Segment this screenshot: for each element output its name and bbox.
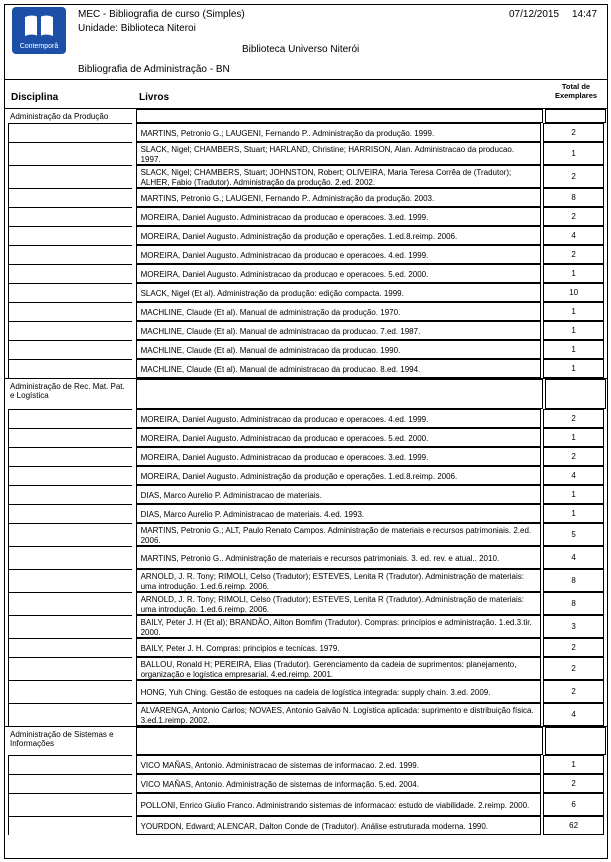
table-row (8, 165, 604, 188)
copies-count: 2 (543, 207, 604, 226)
discipline-cell (8, 165, 132, 188)
table-row (8, 142, 604, 165)
book-reference: MOREIRA, Daniel Augusto. Administração da produção e operações. 1.ed.8.reimp. 2006. (136, 466, 542, 485)
empty-total-cell (545, 727, 606, 755)
discipline-cell (8, 359, 132, 378)
empty-book-cell (136, 109, 543, 123)
column-header-total (545, 82, 607, 100)
discipline-cell (8, 283, 132, 302)
copies-count: 1 (543, 755, 604, 774)
empty-total-cell (545, 379, 606, 409)
copies-count: 2 (543, 409, 604, 428)
book-reference: MARTINS, Petronio G.; LAUGENI, Fernando P.. Administração da produção. 1999. (136, 123, 542, 142)
copies-count: 1 (543, 142, 604, 165)
discipline-cell (8, 485, 132, 504)
logo-text: Contemporâ (19, 43, 59, 50)
unit-label: Unidade: Biblioteca Niteroi (78, 23, 196, 34)
copies-count: 8 (543, 188, 604, 207)
book-reference: MACHLINE, Claude (Et al). Manual de administracao da producao. 7.ed. 1987. (136, 321, 542, 340)
table-row (8, 302, 604, 321)
discipline-row (4, 108, 608, 123)
discipline-name: Administração de Sistemas e Informações (10, 730, 114, 748)
book-reference: BAILY, Peter J. H. Compras: principios e tecnicas. 1979. (136, 638, 542, 657)
discipline-row (4, 378, 608, 409)
column-header-discipline: Disciplina (11, 92, 59, 103)
discipline-cell (8, 226, 132, 245)
table-row (8, 703, 604, 726)
copies-count: 5 (543, 523, 604, 546)
table-row (8, 264, 604, 283)
book-reference: POLLONI, Enrico Giulio Franco. Administrando sistemas de informacao: estudo de viabilidade. 2.reimp. 2000. (136, 793, 542, 816)
book-icon (23, 13, 55, 39)
table-row (8, 793, 604, 816)
discipline-cell (8, 680, 132, 703)
book-reference: YOURDON, Edward; ALENCAR, Dalton Conde de (Tradutor). Análise estruturada moderna. 1990. (136, 816, 542, 835)
discipline-cell (8, 188, 132, 207)
discipline-cell (8, 638, 132, 657)
discipline-cell (8, 207, 132, 226)
discipline-cell (8, 523, 132, 546)
copies-count: 2 (543, 638, 604, 657)
book-reference: MOREIRA, Daniel Augusto. Administracao da producao e operacoes. 4.ed. 1999. (136, 409, 542, 428)
copies-count: 1 (543, 504, 604, 523)
discipline-cell (8, 466, 132, 485)
book-reference: SLACK, Nigel; CHAMBERS, Stuart; HARLAND, Christine; HARRISON, Alan. Administracao da producao. 1997. (136, 142, 542, 165)
table-row (8, 523, 604, 546)
discipline-cell (8, 504, 132, 523)
discipline-cell (8, 123, 132, 142)
discipline-cell (8, 657, 132, 680)
table-row (8, 321, 604, 340)
discipline-name: Administração da Produção (10, 112, 109, 121)
copies-count: 1 (543, 302, 604, 321)
book-reference: MACHLINE, Claude (Et al). Manual de administracao da producao. 8.ed. 1994. (136, 359, 542, 378)
table-row (8, 816, 604, 835)
book-reference: DIAS, Marco Aurelio P. Administracao de materiais. 4.ed. 1993. (136, 504, 542, 523)
table-row (8, 485, 604, 504)
copies-count: 8 (543, 569, 604, 592)
discipline-cell (8, 703, 132, 726)
book-reference: HONG, Yuh Ching. Gestão de estoques na cadeia de logística integrada: supply chain. 3.ed. 2009. (136, 680, 542, 703)
book-reference: SLACK, Nigel; CHAMBERS, Stuart; JOHNSTON, Robert; OLIVEIRA, Maria Teresa Corrêa de (Tradutor); ALHER, Fabio (Tradutor). Administração da produção. 2.ed. 2002. (136, 165, 542, 188)
table-row (8, 774, 604, 793)
table-row (8, 226, 604, 245)
table-row (8, 755, 604, 774)
discipline-cell (8, 615, 132, 638)
table-row (8, 504, 604, 523)
copies-count: 1 (543, 428, 604, 447)
copies-count: 2 (543, 123, 604, 142)
copies-count: 2 (543, 165, 604, 188)
report-time: 14:47 (572, 9, 598, 20)
table-row (8, 447, 604, 466)
discipline-cell (8, 245, 132, 264)
empty-book-cell (136, 727, 543, 755)
empty-book-cell (136, 379, 543, 409)
book-reference: MARTINS, Petronio G.. Administração de materiais e recursos patrimoniais. 3. ed. rev. e atual.. 2010. (136, 546, 542, 569)
copies-count: 1 (543, 359, 604, 378)
table-row (8, 359, 604, 378)
contempora-logo (12, 7, 66, 54)
book-reference: BALLOU, Ronald H; PEREIRA, Elias (Tradutor). Gerenciamento da cadeia de suprimentos: planejamento, organização e logística empresarial. 4.ed.reimp. 2001. (136, 657, 542, 680)
table-row (8, 207, 604, 226)
table-row (8, 428, 604, 447)
copies-count: 4 (543, 703, 604, 726)
book-reference: DIAS, Marco Aurelio P. Administracao de materiais. (136, 485, 542, 504)
discipline-cell (8, 142, 132, 165)
discipline-cell (8, 569, 132, 592)
copies-count: 6 (543, 793, 604, 816)
discipline-cell (8, 816, 132, 835)
copies-count: 2 (543, 245, 604, 264)
book-reference: ALVARENGA, Antonio Carlos; NOVAES, Antonio Galvão N. Logística aplicada: suprimento e distribuição física. 3.ed.1.reimp. 2002. (136, 703, 542, 726)
discipline-cell (8, 302, 132, 321)
copies-count: 8 (543, 592, 604, 615)
book-reference: MARTINS, Petronio G.; LAUGENI, Fernando P.. Administração da produção. 2003. (136, 188, 542, 207)
library-name: Biblioteca Universo Niterói (242, 44, 360, 55)
copies-count: 1 (543, 340, 604, 359)
book-reference: MACHLINE, Claude (Et al). Manual de administracao da producao. 1990. (136, 340, 542, 359)
table-row (8, 638, 604, 657)
copies-count: 2 (543, 657, 604, 680)
table-row (8, 546, 604, 569)
book-reference: ARNOLD, J. R. Tony; RIMOLI, Celso (Tradutor); ESTEVES, Lenita R (Tradutor). Administração de materiais: uma introdução. 1.ed.6.reimp. 2006. (136, 592, 542, 615)
book-reference: MOREIRA, Daniel Augusto. Administracao da producao e operacoes. 5.ed. 2000. (136, 264, 542, 283)
table-row (8, 409, 604, 428)
discipline-cell (8, 793, 132, 816)
bibliography-table (8, 108, 604, 835)
book-reference: MOREIRA, Daniel Augusto. Administracao da producao e operacoes. 4.ed. 1999. (136, 245, 542, 264)
table-row (8, 340, 604, 359)
table-row (8, 245, 604, 264)
bibliography-title: Bibliografia de Administração - BN (78, 64, 230, 75)
column-header-books: Livros (139, 92, 170, 103)
discipline-cell (8, 340, 132, 359)
discipline-cell (8, 447, 132, 466)
table-row (8, 569, 604, 592)
book-reference: MOREIRA, Daniel Augusto. Administracao da producao e operacoes. 3.ed. 1999. (136, 207, 542, 226)
book-reference: MACHLINE, Claude (Et al). Manual de administração da produção. 1970. (136, 302, 542, 321)
report-title: MEC - Bibliografia de curso (Simples) (78, 9, 245, 20)
copies-count: 2 (543, 680, 604, 703)
copies-count: 2 (543, 774, 604, 793)
discipline-cell (8, 264, 132, 283)
book-reference: BAILY, Peter J. H (Et al); BRANDÃO, Ailton Bomfim (Tradutor). Compras: princípios e administração. 1.ed.3.tir. 2000. (136, 615, 542, 638)
discipline-cell (8, 409, 132, 428)
copies-count: 62 (543, 816, 604, 835)
discipline-cell (8, 774, 132, 793)
table-row (8, 592, 604, 615)
discipline-cell (8, 755, 132, 774)
table-row (8, 466, 604, 485)
discipline-cell (8, 592, 132, 615)
copies-count: 1 (543, 485, 604, 504)
column-header-total-line1: Total de (561, 82, 591, 91)
copies-count: 2 (543, 447, 604, 466)
table-row (8, 123, 604, 142)
empty-total-cell (545, 109, 606, 123)
copies-count: 4 (543, 546, 604, 569)
table-row (8, 615, 604, 638)
copies-count: 4 (543, 226, 604, 245)
copies-count: 10 (543, 283, 604, 302)
copies-count: 3 (543, 615, 604, 638)
table-row (8, 680, 604, 703)
book-reference: MOREIRA, Daniel Augusto. Administração da produção e operações. 1.ed.8.reimp. 2006. (136, 226, 542, 245)
book-reference: MARTINS, Petronio G.; ALT, Paulo Renato Campos. Administração de materiais e recursos patrimoniais. 2.ed. 2006. (136, 523, 542, 546)
discipline-cell (8, 321, 132, 340)
copies-count: 4 (543, 466, 604, 485)
copies-count: 1 (543, 264, 604, 283)
table-row (8, 283, 604, 302)
discipline-cell (8, 546, 132, 569)
table-row (8, 657, 604, 680)
copies-count: 1 (543, 321, 604, 340)
discipline-name: Administração de Rec. Mat. Pat. e Logística (10, 382, 125, 400)
book-reference: MOREIRA, Daniel Augusto. Administracao da producao e operacoes. 3.ed. 1999. (136, 447, 542, 466)
book-reference: MOREIRA, Daniel Augusto. Administracao da producao e operacoes. 5.ed. 2000. (136, 428, 542, 447)
report-date: 07/12/2015 (509, 9, 560, 20)
column-header-total-line2: Exemplares (554, 91, 598, 100)
table-row (8, 188, 604, 207)
discipline-row (4, 726, 608, 755)
book-reference: SLACK, Nigel (Et al). Administração da produção: edição compacta. 1999. (136, 283, 542, 302)
book-reference: VICO MAÑAS, Antonio. Administracao de sistemas de informacao. 2.ed. 1999. (136, 755, 542, 774)
book-reference: ARNOLD, J. R. Tony; RIMOLI, Celso (Tradutor); ESTEVES, Lenita R (Tradutor). Administração de materiais: uma introdução. 1.ed.6.reimp. 2006. (136, 569, 542, 592)
header-divider (4, 79, 608, 80)
discipline-cell (8, 428, 132, 447)
book-reference: VICO MAÑAS, Antonio. Administração de sistemas de informação. 5.ed. 2004. (136, 774, 542, 793)
